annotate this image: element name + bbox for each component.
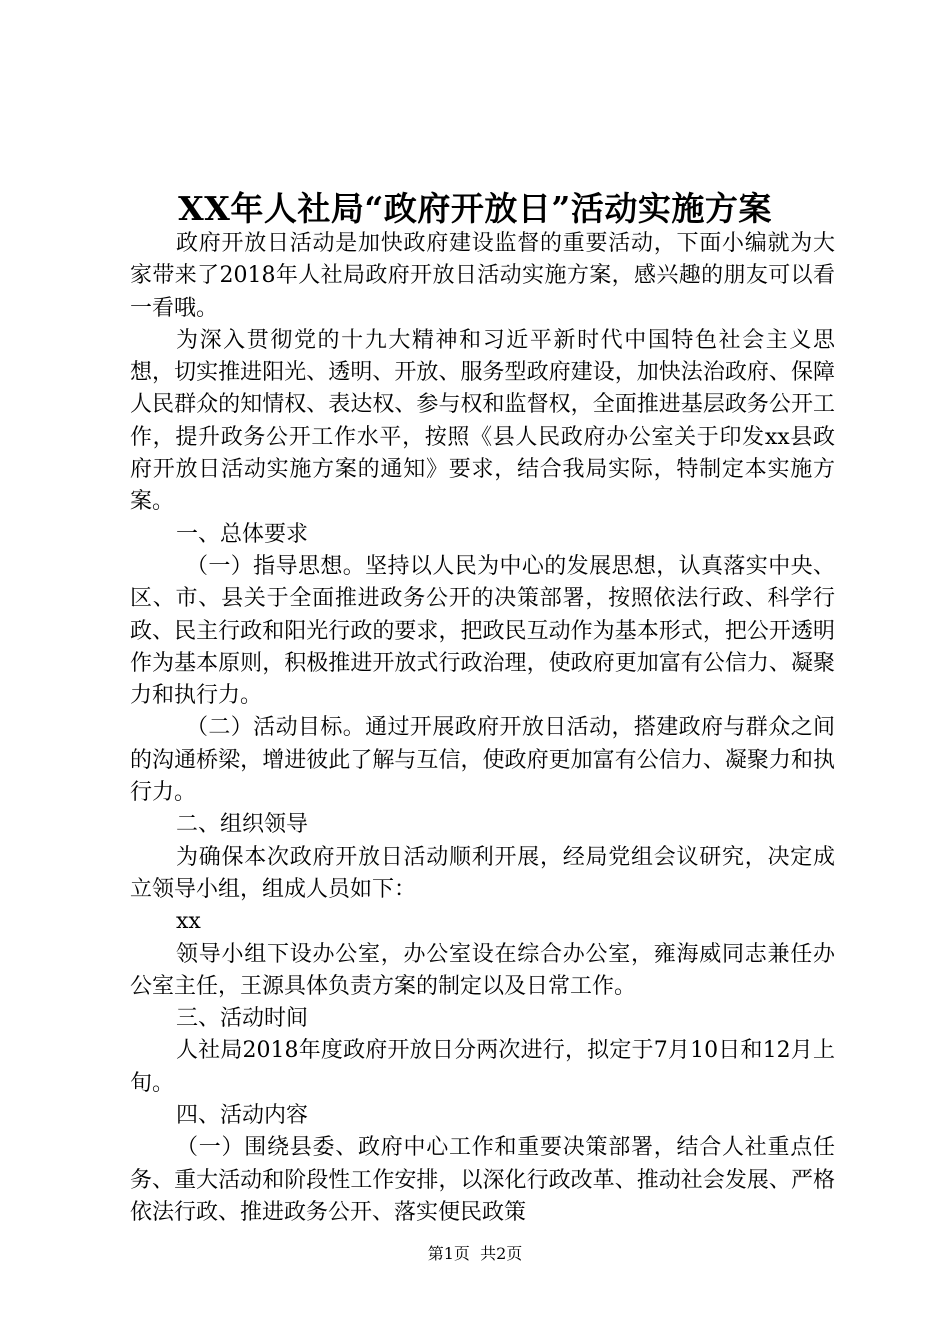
paragraph-content-1: （一）围绕县委、政府中心工作和重要决策部署，结合人社重点任务、重大活动和阶段性工作安排，以深化行政改革、推动社会发展、严格依法行政、推进政务公开、落实便民政策 (130, 1135, 835, 1225)
paragraph-leadership: 为确保本次政府开放日活动顺利开展，经局党组会议研究，决定成立领导小组，组成人员如下： (130, 844, 835, 902)
paragraph-office: 领导小组下设办公室，办公室设在综合办公室，雍海威同志兼任办公室主任，王源具体负责方案的制定以及日常工作。 (130, 941, 835, 999)
paragraph-guiding-thought: （一）指导思想。坚持以人民为中心的发展思想，认真落实中央、区、市、县关于全面推进政务公开的决策部署，按照依法行政、科学行政、民主行政和阳光行政的要求，把政民互动作为基本形式，把公开透明作为基本原则，积极推进开放式行政治理，使政府更加富有公信力、凝聚力和执行力。 (130, 553, 835, 709)
page-number: 第1页 共2页 (427, 1244, 523, 1263)
section-heading-2: 二、组织领导 (176, 812, 309, 838)
paragraph-schedule: 人社局2018年度政府开放日分两次进行，拟定于7月10日和12月上旬。 (130, 1038, 835, 1096)
paragraph-intro: 政府开放日活动是加快政府建设监督的重要活动，下面小编就为大家带来了2018年人社局政府开放日活动实施方案，感兴趣的朋友可以看一看哦。 (130, 231, 835, 321)
page-footer (0, 1242, 950, 1266)
paragraph-members: xx (176, 909, 201, 935)
document-title: XX年人社局“政府开放日”活动实施方案 (178, 189, 772, 228)
section-heading-3: 三、活动时间 (176, 1006, 309, 1032)
document-body (130, 228, 835, 1229)
paragraph-activity-goal: （二）活动目标。通过开展政府开放日活动，搭建政府与群众之间的沟通桥梁，增进彼此了解与互信，使政府更加富有公信力、凝聚力和执行力。 (130, 715, 835, 806)
paragraph-purpose: 为深入贯彻党的十九大精神和习近平新时代中国特色社会主义思想，切实推进阳光、透明、开放、服务型政府建设，加快法治政府、保障人民群众的知情权、表达权、参与权和监督权，全面推进基层政务公开工作，提升政务公开工作水平，按照《县人民政府办公室关于印发xx县政府开放日活动实施方案的通知》要求，结合我局实际，特制定本实施方案。 (130, 327, 835, 515)
section-heading-1: 一、总体要求 (176, 521, 309, 547)
section-heading-4: 四、活动内容 (176, 1103, 309, 1129)
